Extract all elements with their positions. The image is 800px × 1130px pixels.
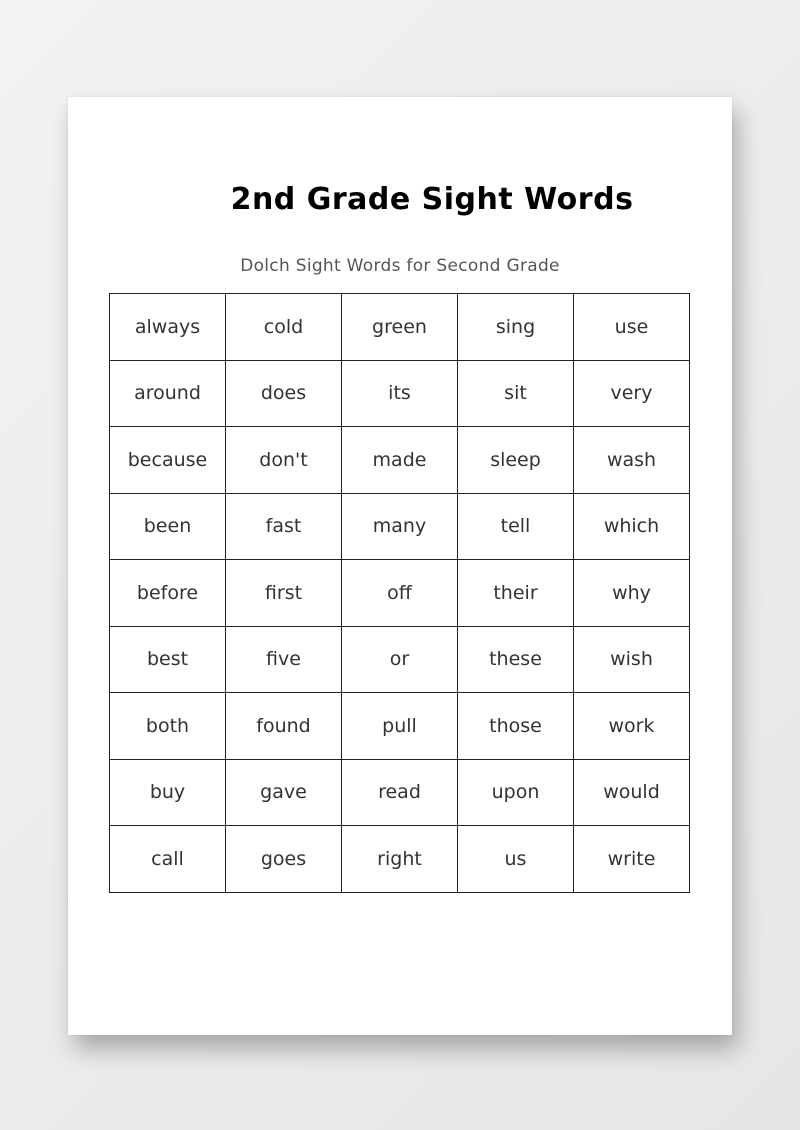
table-row: [110, 427, 690, 494]
word-cell: us: [458, 826, 574, 893]
table-row: [110, 560, 690, 627]
word-cell: tell: [458, 493, 574, 560]
word-cell: right: [342, 826, 458, 893]
word-cell: been: [110, 493, 226, 560]
word-cell: both: [110, 693, 226, 760]
word-cell: green: [342, 294, 458, 361]
word-cell: fast: [226, 493, 342, 560]
word-cell: around: [110, 360, 226, 427]
word-cell: those: [458, 693, 574, 760]
word-cell: sing: [458, 294, 574, 361]
word-cell: wish: [574, 626, 690, 693]
word-cell: made: [342, 427, 458, 494]
word-cell: found: [226, 693, 342, 760]
word-cell: always: [110, 294, 226, 361]
word-cell: would: [574, 759, 690, 826]
table-row: [110, 626, 690, 693]
word-cell: its: [342, 360, 458, 427]
table-row: [110, 759, 690, 826]
word-cell: goes: [226, 826, 342, 893]
word-cell: their: [458, 560, 574, 627]
page-title: 2nd Grade Sight Words: [230, 182, 634, 217]
word-cell: first: [226, 560, 342, 627]
word-cell: five: [226, 626, 342, 693]
word-cell: why: [574, 560, 690, 627]
sight-words-table: [109, 293, 690, 893]
word-cell: write: [574, 826, 690, 893]
word-cell: don't: [226, 427, 342, 494]
word-cell: work: [574, 693, 690, 760]
table-row: [110, 294, 690, 361]
word-cell: many: [342, 493, 458, 560]
word-cell: pull: [342, 693, 458, 760]
word-cell: before: [110, 560, 226, 627]
word-cell: sleep: [458, 427, 574, 494]
word-cell: these: [458, 626, 574, 693]
word-cell: use: [574, 294, 690, 361]
table-row: [110, 826, 690, 893]
word-cell: wash: [574, 427, 690, 494]
word-cell: sit: [458, 360, 574, 427]
word-cell: very: [574, 360, 690, 427]
word-cell: or: [342, 626, 458, 693]
table-row: [110, 693, 690, 760]
word-cell: upon: [458, 759, 574, 826]
word-cell: best: [110, 626, 226, 693]
word-cell: off: [342, 560, 458, 627]
page-subtitle: Dolch Sight Words for Second Grade: [240, 256, 560, 276]
word-cell: does: [226, 360, 342, 427]
table-row: [110, 360, 690, 427]
word-cell: buy: [110, 759, 226, 826]
word-cell: call: [110, 826, 226, 893]
table-row: [110, 493, 690, 560]
word-cell: which: [574, 493, 690, 560]
word-cell: because: [110, 427, 226, 494]
sight-words-table-body: [110, 294, 690, 893]
word-cell: cold: [226, 294, 342, 361]
word-cell: read: [342, 759, 458, 826]
word-cell: gave: [226, 759, 342, 826]
